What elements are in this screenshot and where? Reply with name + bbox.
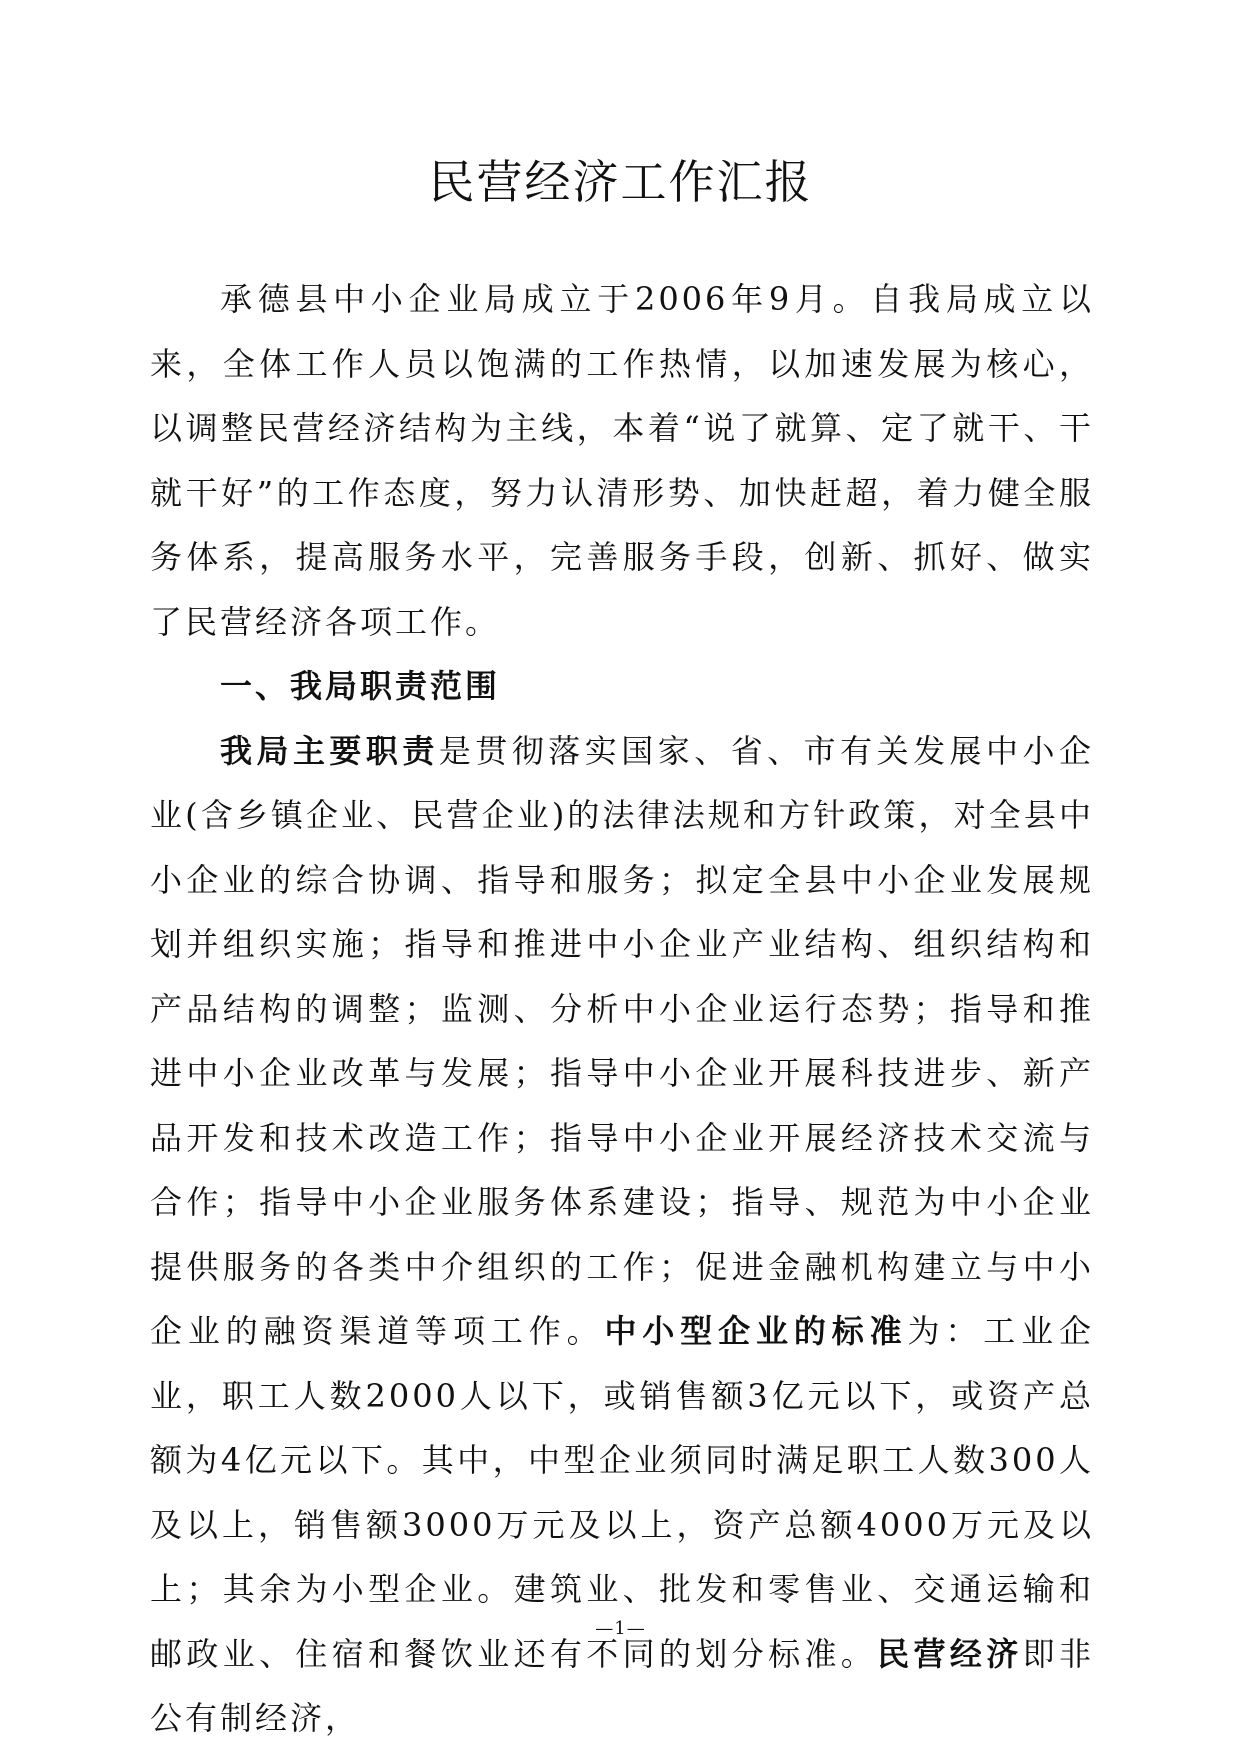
paragraph-text: 即非公有制经济， [150, 1634, 1094, 1737]
bold-term-main-duties: 我局主要职责 [220, 731, 439, 770]
document-title: 民营经济工作汇报 [428, 155, 813, 209]
section-heading: 一、我局职责范围 [220, 667, 501, 705]
bold-term-sme-standard: 中小型企业的标准 [604, 1312, 908, 1350]
document-body [150, 267, 1094, 1751]
paragraph-text: 为：工业企业，职工人数2000人以下，或销售额3亿元以下，或资产总额为4亿元以下。其中，中型企业须同时满足职工人数300人及以上，销售额3000万元及以上，资产总额4000万元及以上；其余为小型企业。建筑业、批发和零售业、交通运输和邮政业、住宿和餐饮业还有不同的划分标准。 [150, 1312, 1094, 1673]
bold-term-private-economy: 民营经济 [877, 1634, 1023, 1673]
paragraph-text: 是贯彻落实国家、省、市有关发展中小企业(含乡镇企业、民营企业)的法律法规和方针政策，对全县中小企业的综合协调、指导和服务；拟定全县中小企业发展规划并组织实施；指导和推进中小企业产业结构、组织结构和产品结构的调整；监测、分析中小企业运行态势；指导和推进中小企业改革与发展；指导中小企业开展科技进步、新产品开发和技术改造工作；指导中小企业开展经济技术交流与合作；指导中小企业服务体系建设；指导、规范为中小企业提供服务的各类中介组织的工作；促进金融机构建立与中小企业的融资渠道等项工作。 [150, 731, 1094, 1350]
page-number: —1— [595, 1618, 646, 1639]
intro-paragraph: 承德县中小企业局成立于2006年9月。自我局成立以来，全体工作人员以饱满的工作热情，以加速发展为核心，以调整民营经济结构为主线，本着“说了就算、定了就干、干就干好”的工作态度，努力认清形势、加快赶超，着力健全服务体系，提高服务水平，完善服务手段，创新、抓好、做实了民营经济各项工作。 [150, 280, 1094, 641]
responsibilities-paragraph [150, 719, 1094, 1751]
